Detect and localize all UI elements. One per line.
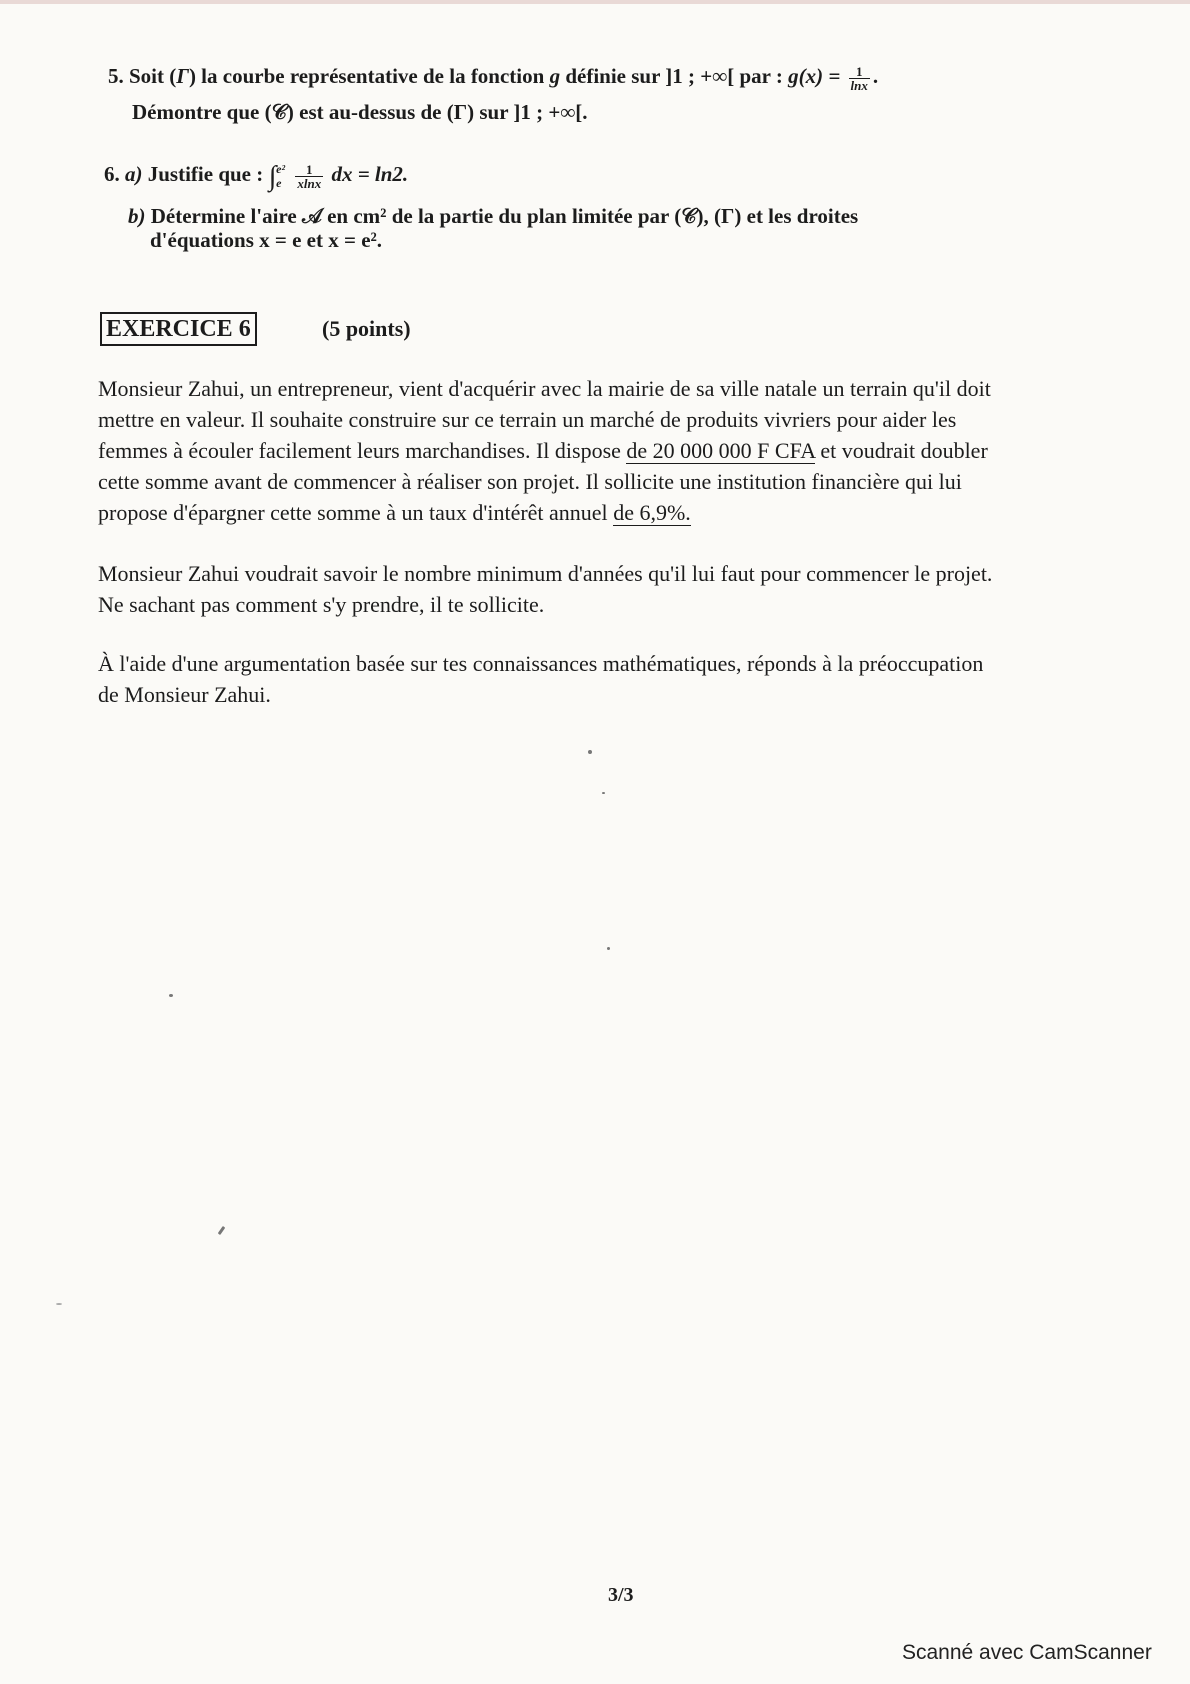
statement-line-1: Monsieur Zahui, un entrepreneur, vient d'acquérir avec la mairie de sa ville natale un terrain qu'il doit <box>98 376 991 401</box>
exercise-points: (5 points) <box>322 316 411 341</box>
page-number: 3/3 <box>608 1584 634 1606</box>
camscanner-watermark: Scanné avec CamScanner <box>902 1641 1152 1664</box>
scan-speck <box>56 1303 62 1305</box>
scan-top-edge <box>0 0 1190 4</box>
exercise-title: EXERCICE 6 <box>100 312 257 346</box>
underlined-amount: de 20 000 000 F CFA <box>626 438 815 463</box>
question-line-1: Monsieur Zahui voudrait savoir le nombre minimum d'années qu'il lui faut pour commencer le projet. <box>98 561 993 586</box>
fraction-1-over-xlnx: $\frac{1}{xlnx}$ <box>297 161 322 191</box>
scan-speck <box>588 750 592 754</box>
scan-speck <box>607 947 610 950</box>
integral-limits: e² e <box>276 162 286 191</box>
question-6b-line-1: b) Détermine l'aire 𝒜 en cm² de la partie du plan limitée par (𝒞), (Γ) et les droites <box>128 204 859 228</box>
question-5-line-1: 5. Soit (Γ) la courbe représentative de la fonction g définie sur ]1 ; +∞[ par : g(x) = $\frac{1}{\ln x}$ . <box>108 63 879 93</box>
instruction-paragraph <box>98 648 1123 710</box>
statement-line-5: propose d'épargner cette somme à un taux d'intérêt annuel de 6,9%. <box>98 500 691 525</box>
question-6b-line-2: d'équations x = e et x = e². <box>150 228 383 252</box>
fraction-1-over-lnx: $\frac{1}{\ln x}$ <box>850 63 868 93</box>
question-5-line-2: Démontre que (𝒞) est au-dessus de (Γ) sur ]1 ; +∞[. <box>132 100 588 124</box>
statement-line-4: cette somme avant de commencer à réaliser son projet. Il sollicite une institution financière qui lui <box>98 469 962 494</box>
question-6a: 6. a) Justifie que : ∫ e² e $\frac{1}{xlnx}$ dx = ln2. <box>104 161 409 192</box>
scan-speck <box>218 1226 226 1235</box>
statement-line-3: femmes à écouler facilement leurs marchandises. Il dispose de 20 000 000 F CFA et voudrait doubler <box>98 438 988 463</box>
instruction-line-2: de Monsieur Zahui. <box>98 682 271 707</box>
underlined-rate: de 6,9%. <box>613 500 691 525</box>
question-line-2: Ne sachant pas comment s'y prendre, il te sollicite. <box>98 592 545 617</box>
scan-speck <box>169 994 173 997</box>
problem-statement <box>98 373 1123 528</box>
statement-line-2: mettre en valeur. Il souhaite construire sur ce terrain un marché de produits vivriers pour aider les <box>98 407 957 432</box>
integral-sign: ∫ <box>268 161 277 192</box>
scan-speck <box>602 792 605 794</box>
question-paragraph <box>98 558 1123 620</box>
instruction-line-1: À l'aide d'une argumentation basée sur tes connaissances mathématiques, réponds à la préoccupation <box>98 651 984 676</box>
